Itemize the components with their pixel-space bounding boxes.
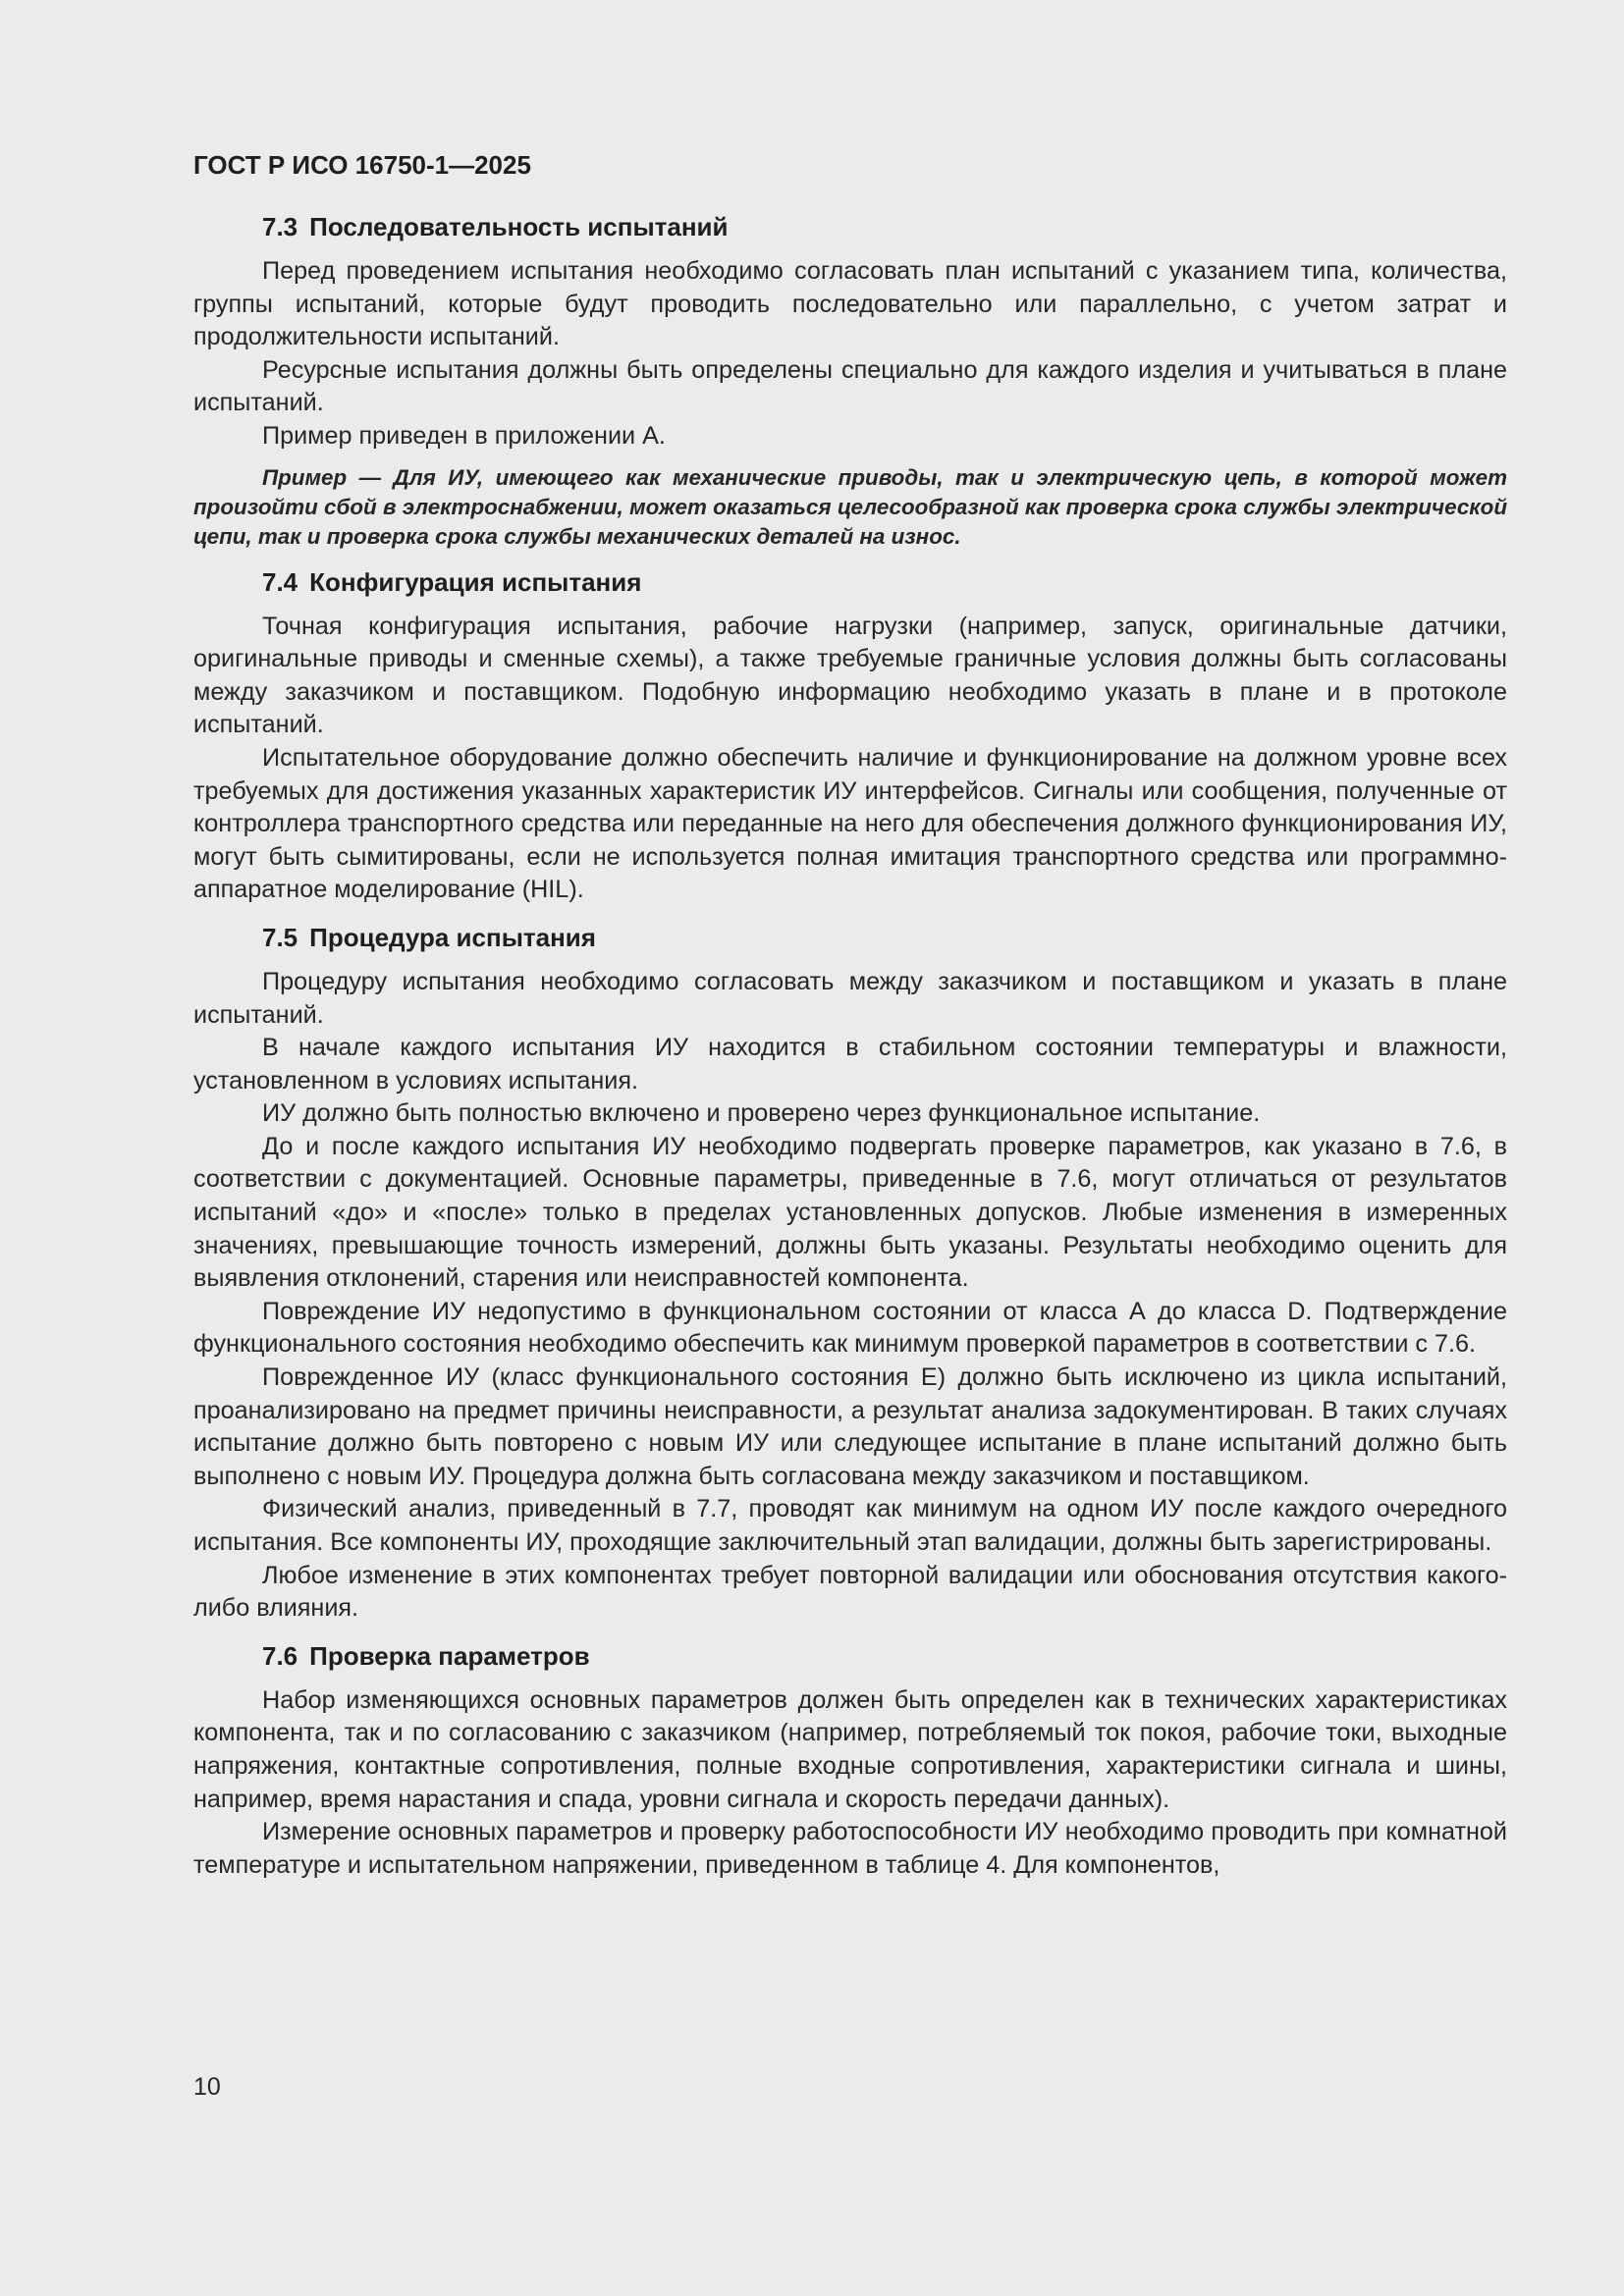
spacer (193, 1626, 1507, 1639)
section-number: 7.5 (262, 922, 298, 952)
section-number: 7.3 (262, 212, 298, 241)
paragraph: Ресурсные испытания должны быть определены специально для каждого изделия и учитываться в плане испытаний. (193, 355, 1507, 417)
section-7-4 (193, 565, 1507, 921)
paragraph: Любое изменение в этих компонентах требует повторной валидации или обоснования отсутствия какого-либо влияния. (193, 1561, 1507, 1623)
paragraph: До и после каждого испытания ИУ необходимо подвергать проверке параметров, как указано в 7.6, в соответствии с документацией. Основные параметры, приведенные в 7.6, могут отличаться от результатов испытаний «до» и «после» только в пределах установленных допусков. Любые изменения в измеренных значениях, превышающие точность измерений, должны быть указаны. Результаты необходимо оценить для выявления отклонений, старения или неисправностей компонента. (193, 1132, 1507, 1293)
spacer (193, 907, 1507, 921)
section-heading: Последовательность испытаний (309, 212, 729, 241)
section-number: 7.6 (262, 1640, 298, 1671)
section-7-5 (193, 921, 1507, 1639)
paragraph: Пример приведен в приложении А. (262, 421, 666, 450)
paragraph: Повреждение ИУ недопустимо в функциональном состоянии от класса А до класса D. Подтверждение функционального состояния необходимо обеспечить как минимум проверкой параметров в соответствии с 7.6. (193, 1297, 1507, 1359)
paragraph: Испытательное оборудование должно обеспечить наличие и функционирование на должном уровне всех требуемых для достижения указанных характеристик ИУ интерфейсов. Сигналы или сообщения, полученные от контроллера транспортного средства или переданные на него для обеспечения должного функционирования ИУ, могут быть сымитированы, если не используется полная имитация транспортного средства или программно-аппаратное моделирование (HIL). (193, 743, 1507, 904)
paragraph: Точная конфигурация испытания, рабочие нагрузки (например, запуск, оригинальные датчики, оригинальные приводы и сменные схемы), а также требуемые граничные условия должны быть согласованы между заказчиком и поставщиком. Подобную информацию необходимо указать в плане и в протоколе испытаний. (193, 612, 1507, 739)
section-title (193, 210, 1507, 243)
paragraph: Поврежденное ИУ (класс функционального состояния Е) должно быть исключено из цикла испытаний, проанализировано на предмет причины неисправности, а результат анализа задокументирован. В таких случаях испытание должно быть повторено с новым ИУ или следующее испытание в плане испытаний должно быть выполнено с новым ИУ. Процедура должна быть согласована между заказчиком и поставщиком. (193, 1363, 1507, 1490)
section-heading: Проверка параметров (309, 1640, 590, 1671)
section-title (193, 565, 1507, 599)
example-note: Пример — Для ИУ, имеющего как механические приводы, так и электрическую цепь, в которой может произойти сбой в электроснабжении, может оказаться целесообразной как проверка срока службы электрической цепи, так и проверка срока службы механических деталей на износ. (193, 464, 1507, 549)
paragraph: Перед проведением испытания необходимо согласовать план испытаний с указанием типа, количества, группы испытаний, которые будут проводить последовательно или параллельно, с учетом затрат и продолжительности испытаний. (193, 257, 1507, 351)
section-title (193, 1639, 1507, 1673)
section-7-3 (193, 210, 1507, 552)
page-number: 10 (193, 2073, 221, 2101)
paragraph: Измерение основных параметров и проверку работоспособности ИУ необходимо проводить при комнатной температуре и испытательном напряжении, приведенном в таблице 4. Для компонентов, (193, 1818, 1507, 1879)
paragraph: ИУ должно быть полностью включено и проверено через функциональное испытание. (262, 1099, 1261, 1128)
section-7-6 (193, 1639, 1507, 1883)
paragraph: В начале каждого испытания ИУ находится в стабильном состоянии температуры и влажности, установленном в условиях испытания. (193, 1034, 1507, 1095)
section-heading: Конфигурация испытания (309, 566, 642, 597)
section-title (193, 921, 1507, 954)
section-number: 7.4 (262, 566, 298, 597)
paragraph: Процедуру испытания необходимо согласовать между заказчиком и поставщиком и указать в плане испытаний. (193, 967, 1507, 1029)
document-header: ГОСТ Р ИСО 16750-1—2025 (193, 150, 531, 180)
section-heading: Процедура испытания (309, 922, 596, 952)
paragraph: Набор изменяющихся основных параметров должен быть определен как в технических характеристиках компонента, так и по согласованию с заказчиком (например, потребляемый ток покоя, рабочие токи, выходные напряжения, контактные сопротивления, полные входные сопротивления, характеристики сигнала и шины, например, время нарастания и спада, уровни сигнала и скорость передачи данных). (193, 1685, 1507, 1813)
paragraph: Физический анализ, приведенный в 7.7, проводят как минимум на одном ИУ после каждого очередного испытания. Все компоненты ИУ, проходящие заключительный этап валидации, должны быть зарегистрированы. (193, 1495, 1507, 1556)
document-page (193, 147, 1507, 1882)
